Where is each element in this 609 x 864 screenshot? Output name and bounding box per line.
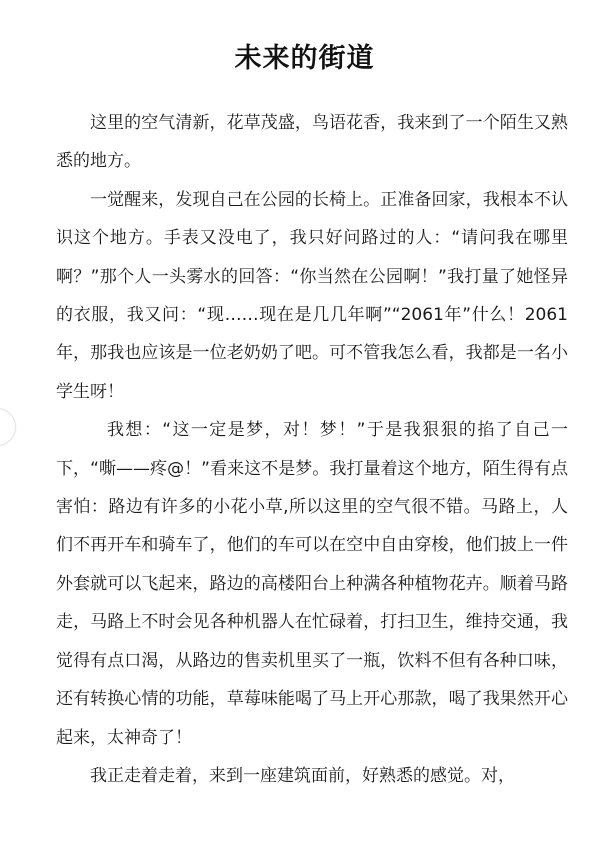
paragraph-4: 我正走着走着，来到一座建筑面前，好熟悉的感觉。对， xyxy=(90,765,515,786)
paragraph-2: 一觉醒来，发现自己在公园的长椅上。正准备回家，我根本不认识这个地方。手表又没电了，我只好问路过的人：“请问我在哪里啊？”那个人一头雾水的回答：“你当然在公园啊！”我打量了她怪异的衣服，我又问：“现……现在是几几年啊”“2061年”什么！2061年，那我也应该是一位老奶奶了吧。可不管我怎么看，我都是一名小学生呀！ xyxy=(56,189,568,402)
document-body xyxy=(56,104,568,795)
paragraph-1: 这里的空气清新，花草茂盛，鸟语花香，我来到了一个陌生又熟悉的地方。 xyxy=(56,113,568,172)
side-panel-toggle[interactable] xyxy=(0,408,16,446)
document-title: 未来的街道 xyxy=(234,43,375,74)
paragraph-3: 我想：“这一定是梦，对！梦！”于是我狠狠的掐了自己一下，“嘶——疼@！”看来这不是梦。我打量着这个地方，陌生得有点害怕：路边有许多的小花小草,所以这里的空气很不错。马路上，人们不再开车和骑车了，他们的车可以在空中自由穿梭，他们披上一件外套就可以飞起来，路边的高楼阳台上种满各种植物花卉。顺着马路走，马路上不时会见各种机器人在忙碌着，打扫卫生，维持交通，我觉得有点口渴，从路边的售卖机里买了一瓶，饮料不但有各种口味，还有转换心情的功能，草莓味能喝了马上开心那款，喝了我果然开心起来，太神奇了！ xyxy=(56,420,568,748)
